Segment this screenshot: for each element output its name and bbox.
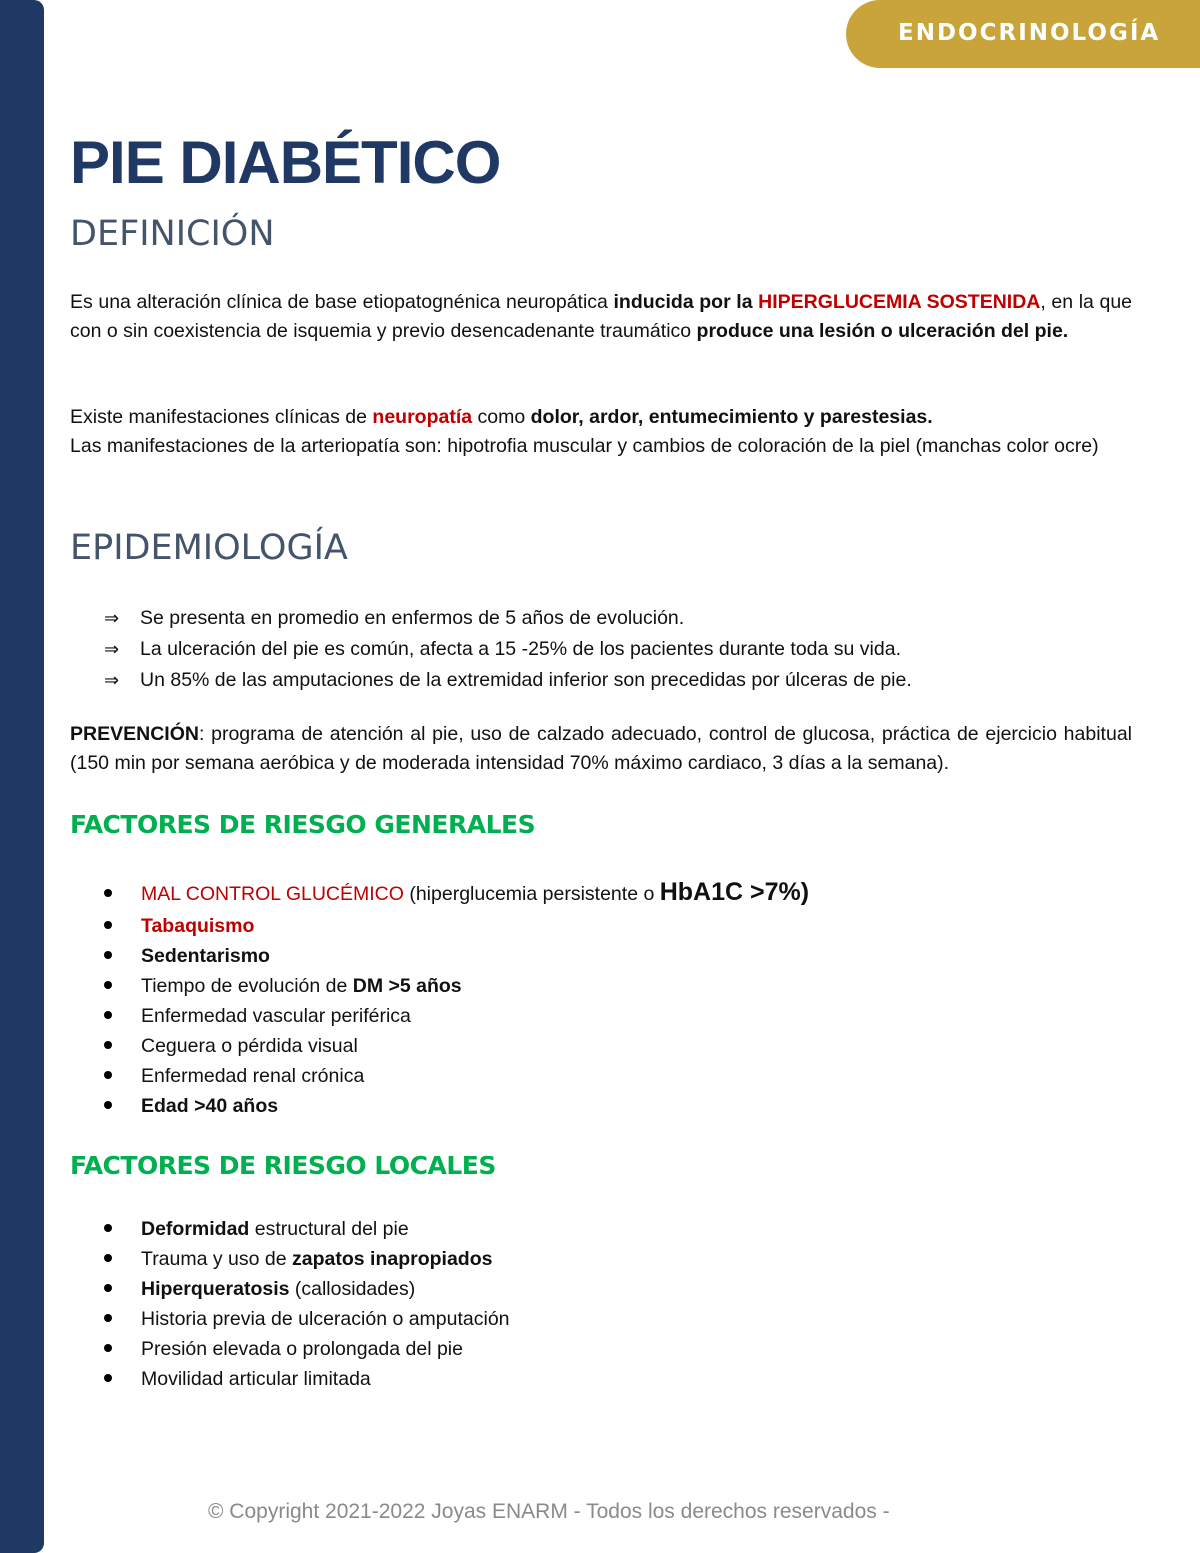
bullet-icon: [104, 1374, 112, 1382]
list-item: Presión elevada o prolongada del pie: [104, 1334, 510, 1364]
bullet-icon: [104, 951, 112, 959]
arrow-icon: ⇒: [104, 639, 120, 660]
general-risk-list: [104, 875, 809, 1121]
heading-factores-locales: FACTORES DE RIESGO LOCALES: [70, 1151, 496, 1180]
list-item: Deformidad estructural del pie: [104, 1214, 510, 1244]
list-item: Hiperqueratosis (callosidades): [104, 1274, 510, 1304]
prevention-paragraph: PREVENCIÓN: programa de atención al pie, uso de calzado adecuado, control de glucosa, práctica de ejercicio habitual (150 min por semana aeróbica y de moderada intensidad 70% máximo cardiaco, 3 días a la semana).: [70, 723, 1132, 774]
definition-paragraph: Es una alteración clínica de base etiopatognénica neuropática inducida por la HIPERGLUCEMIA SOSTENIDA, en la que con o sin coexistencia de isquemia y previo desencadenante traumático produce una lesión o ulceración del pie.: [70, 291, 1133, 342]
arteriopathy-paragraph: Las manifestaciones de la arteriopatía son: hipotrofia muscular y cambios de coloración de la piel (manchas color ocre): [70, 435, 1099, 457]
list-item: Tiempo de evolución de DM >5 años: [104, 971, 809, 1001]
list-item: Enfermedad renal crónica: [104, 1061, 809, 1091]
arrow-icon: ⇒: [104, 608, 120, 629]
category-label: ENDOCRINOLOGÍA: [898, 20, 1161, 46]
page-title: PIE DIABÉTICO: [70, 129, 501, 196]
list-item: ⇒ Un 85% de las amputaciones de la extremidad inferior son precedidas por úlceras de pie.: [104, 665, 912, 696]
list-item: ⇒ Se presenta en promedio en enfermos de 5 años de evolución.: [104, 603, 912, 634]
arrow-icon: ⇒: [104, 670, 120, 691]
heading-factores-generales: FACTORES DE RIESGO GENERALES: [70, 810, 536, 839]
local-risk-list: [104, 1214, 510, 1394]
bullet-icon: [104, 1101, 112, 1109]
bullet-icon: [104, 981, 112, 989]
bullet-icon: [104, 921, 112, 929]
bullet-icon: [104, 1254, 112, 1262]
side-label-enarm: E N A R M: [15, 835, 29, 960]
heading-epidemiologia: EPIDEMIOLOGÍA: [70, 528, 348, 568]
list-item: MAL CONTROL GLUCÉMICO (hiperglucemia persistente o HbA1C >7%): [104, 875, 809, 911]
list-item: Trauma y uso de zapatos inapropiados: [104, 1244, 510, 1274]
list-item: Sedentarismo: [104, 941, 809, 971]
bullet-icon: [104, 1314, 112, 1322]
list-item: Edad >40 años: [104, 1091, 809, 1121]
bullet-icon: [104, 889, 112, 897]
list-item: Historia previa de ulceración o amputación: [104, 1304, 510, 1334]
list-item: Enfermedad vascular periférica: [104, 1001, 809, 1031]
list-item: Ceguera o pérdida visual: [104, 1031, 809, 1061]
bullet-icon: [104, 1284, 112, 1292]
category-tab: [846, 0, 1200, 68]
neuropathy-paragraph: Existe manifestaciones clínicas de neuropatía como dolor, ardor, entumecimiento y parestesias.: [70, 406, 933, 428]
epidemiology-list: [104, 603, 912, 696]
side-bar: [0, 0, 44, 1553]
bullet-icon: [104, 1224, 112, 1232]
bullet-icon: [104, 1041, 112, 1049]
side-label-joyas: J O Y A S: [16, 599, 28, 724]
list-item: Movilidad articular limitada: [104, 1364, 510, 1394]
list-item: ⇒ La ulceración del pie es común, afecta a 15 -25% de los pacientes durante toda su vida.: [104, 634, 912, 665]
copyright-footer: © Copyright 2021-2022 Joyas ENARM - Todos los derechos reservados -: [208, 1500, 890, 1523]
list-item: Tabaquismo: [104, 911, 809, 941]
heading-definicion: DEFINICIÓN: [70, 214, 275, 254]
bullet-icon: [104, 1344, 112, 1352]
bullet-icon: [104, 1011, 112, 1019]
bullet-icon: [104, 1071, 112, 1079]
